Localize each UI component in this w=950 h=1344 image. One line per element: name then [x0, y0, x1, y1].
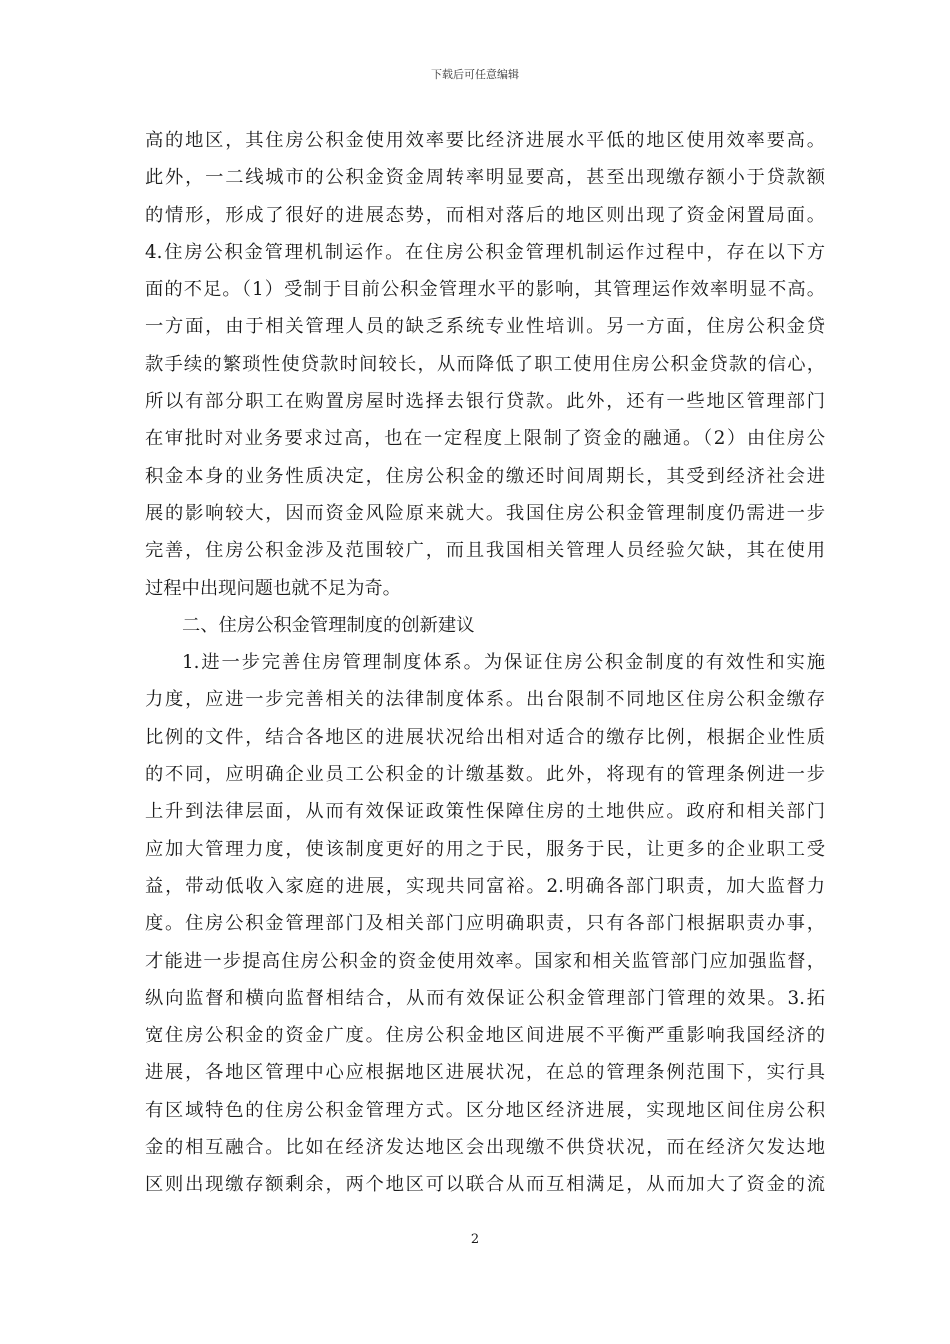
text-line: 面的不足。（1）受制于目前公积金管理水平的影响，其管理运作效率明显不高。 — [145, 279, 825, 301]
text-line: 应加大管理力度，使该制度更好的用之于民，服务于民，让更多的企业职工受 — [145, 838, 825, 860]
text-line: 纵向监督和横向监督相结合，从而有效保证公积金管理部门管理的效果。3.拓 — [145, 987, 825, 1009]
text-line: 完善，住房公积金涉及范围较广，而且我国相关管理人员经验欠缺，其在使用 — [145, 540, 825, 562]
text-line: 才能进一步提高住房公积金的资金使用效率。国家和相关监管部门应加强监督， — [145, 950, 825, 972]
text-line: 此外，一二线城市的公积金资金周转率明显要高，甚至出现缴存额小于贷款额 — [145, 167, 825, 189]
text-line: 有区域特色的住房公积金管理方式。区分地区经济进展，实现地区间住房公积 — [145, 1099, 825, 1121]
section-heading: 二、住房公积金管理制度的创新建议 — [182, 614, 475, 636]
text-line: 宽住房公积金的资金广度。住房公积金地区间进展不平衡严重影响我国经济的 — [145, 1025, 825, 1047]
text-line: 展的影响较大，因而资金风险原来就大。我国住房公积金管理制度仍需进一步 — [145, 502, 825, 524]
text-line: 的情形，形成了很好的进展态势，而相对落后的地区则出现了资金闲置局面。 — [145, 204, 825, 226]
text-line: 力度，应进一步完善相关的法律制度体系。出台限制不同地区住房公积金缴存 — [145, 689, 825, 711]
page-header: 下载后可任意编辑 — [431, 68, 519, 81]
text-line: 1.进一步完善住房管理制度体系。为保证住房公积金制度的有效性和实施 — [182, 652, 825, 674]
text-line: 高的地区，其住房公积金使用效率要比经济进展水平低的地区使用效率要高。 — [145, 130, 825, 151]
text-line: 积金本身的业务性质决定，住房公积金的缴还时间周期长，其受到经济社会进 — [145, 465, 825, 487]
text-line: 金的相互融合。比如在经济发达地区会出现缴不供贷状况，而在经济欠发达地 — [145, 1137, 825, 1159]
text-line: 在审批时对业务要求过高，也在一定程度上限制了资金的融通。（2）由住房公 — [145, 428, 825, 450]
text-line: 度。住房公积金管理部门及相关部门应明确职责，只有各部门根据职责办事， — [145, 913, 825, 935]
text-line: 过程中出现问题也就不足为奇。 — [145, 577, 401, 599]
page-number: 2 — [470, 1232, 480, 1247]
text-line: 比例的文件，结合各地区的进展状况给出相对适合的缴存比例，根据企业性质 — [145, 726, 825, 748]
document-body — [145, 122, 825, 1204]
text-line: 的不同，应明确企业员工公积金的计缴基数。此外，将现有的管理条例进一步 — [145, 764, 825, 786]
text-line: 益，带动低收入家庭的进展，实现共同富裕。2.明确各部门职责，加大监督力 — [145, 875, 825, 897]
text-line: 区则出现缴存额剩余，两个地区可以联合从而互相满足，从而加大了资金的流 — [145, 1174, 825, 1196]
text-line: 所以有部分职工在购置房屋时选择去银行贷款。此外，还有一些地区管理部门 — [145, 391, 825, 413]
text-line: 4.住房公积金管理机制运作。在住房公积金管理机制运作过程中，存在以下方 — [145, 241, 825, 263]
text-line: 款手续的繁琐性使贷款时间较长，从而降低了职工使用住房公积金贷款的信心， — [145, 353, 825, 375]
text-line: 上升到法律层面，从而有效保证政策性保障住房的土地供应。政府和相关部门 — [145, 801, 825, 823]
text-line: 进展，各地区管理中心应根据地区进展状况，在总的管理条例范围下，实行具 — [145, 1062, 825, 1084]
text-line: 一方面，由于相关管理人员的缺乏系统专业性培训。另一方面，住房公积金贷 — [145, 316, 825, 338]
